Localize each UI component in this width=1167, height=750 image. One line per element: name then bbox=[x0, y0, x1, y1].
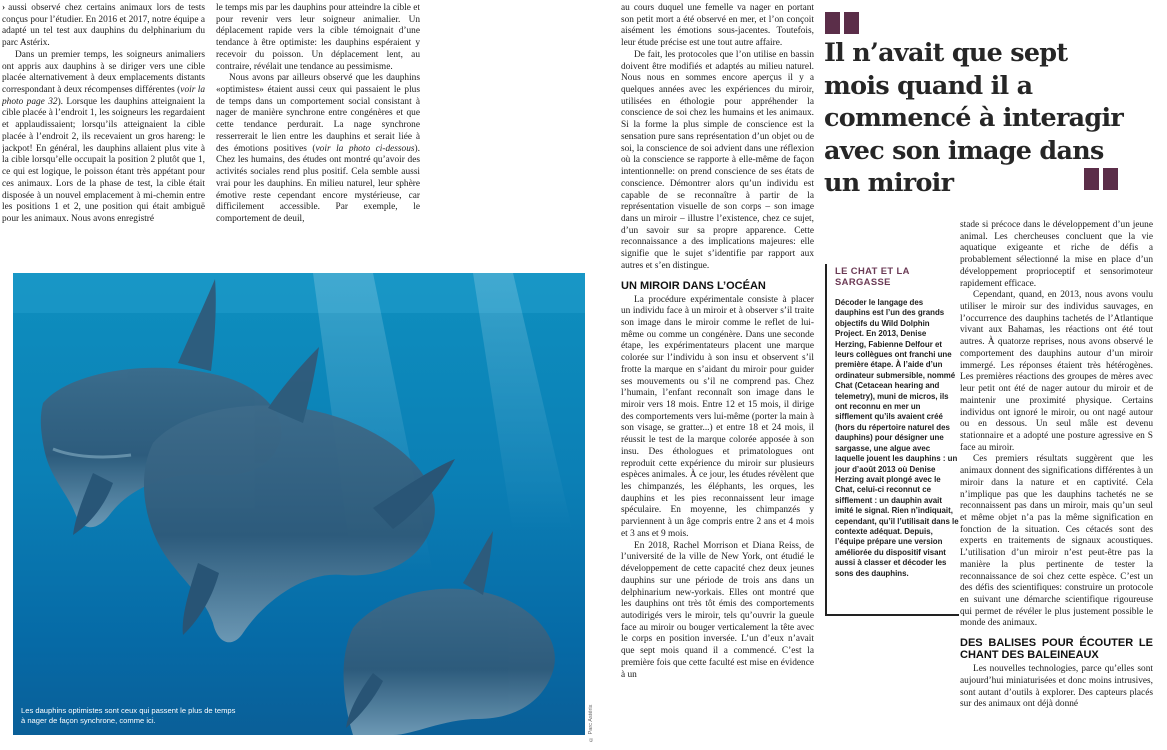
text-column-3 bbox=[621, 3, 814, 748]
section-heading: DES BALISES POUR ÉCOUTER LE CHANT DES BALEINEAUX bbox=[960, 637, 1153, 662]
photo-reference: voir la photo page 32 bbox=[2, 85, 205, 107]
text-column-2 bbox=[216, 3, 420, 261]
sidebar-box bbox=[825, 264, 959, 616]
sidebar-body: Décoder le langage des dauphins est l’un des grands objectifs du Wild Dolphin Project. En 2013, Denise Herzing, Fabienne Delfour et leurs collègues ont franchi une première étape. À l’aide d’un ordinateur submersible, nommé Chat (Cetacean hearing and telemetry), muni de micros, ils ont reconnu en mer un sifflement qu’ils avaient créé (hors du répertoire naturel des dauphins) pour désigner une sargasse, une algue avec laquelle jouent les dauphins : un jour d’août 2013 où Denise Herzing avait plongé avec le Chat, celui-ci reconnut ce sifflement : un dauphin avait imité le signal. Rien n’indiquait, cependant, qu’il l’utilisait dans le contexte adéquat. Depuis, l’équipe prépare une version améliorée du dispositif visant aussi à classer et décoder les sons des dauphins. bbox=[835, 298, 959, 578]
photo-credit: © Parc Astérix bbox=[588, 704, 594, 742]
paragraph: Ces premiers résultats suggèrent que les animaux donnent des significations différentes à un miroir dans la nature et en captivité. Cela n’implique pas que les dauphins tachetés ne se reconnaissent pas dans un miroir, mais qu’un seul et même objet n’a pas la même signification en fonction de la situation. Ces cétacés sont des experts en traitements de signaux acoustiques. L’utilisation d’un miroir n’est peut-être pas la manière la plus pertinente de tester la reconnaissance de soi chez cette espèce. C’est un des défis des scientifiques: construire un protocole en suivant une démarche scientifique rigoureuse qui permet de révéler le plus justement possible le monde des animaux. bbox=[960, 454, 1153, 629]
continuation-arrow-icon: › bbox=[2, 3, 6, 13]
paragraph: au cours duquel une femelle va nager en portant son petit mort a été observé en mer, et l’on conçoit aisément les émotions sous-jacentes. Toutefois, leur étude précise est une tout autre affaire. bbox=[621, 3, 814, 49]
sidebar-title: LE CHAT ET LA SARGASSE bbox=[835, 265, 910, 287]
open-quote-icon bbox=[825, 12, 861, 34]
pull-quote: Il n’avait que sept mois quand il a commencé à interagir avec son image dans un miroir bbox=[824, 37, 1124, 197]
paragraph: Cependant, quand, en 2013, nous avons voulu utiliser le miroir sur des individus sauvages, en l’occurrence des dauphins tachetés de l’Atlantique vivant aux Bahamas, les réactions ont été tout autres. À quatorze reprises, nous avons observé le comportement des dauphins autour d’un miroir immergé. Les réponses étaient très hétérogènes. Les premières réactions des groupes de mères avec leur petit ont été de nager autour du miroir et de maintenir une proximité physique. Certains individus ont ignoré le miroir, ou ont nagé autour ou en dessous. Un seul mâle est devenu stationnaire et a adopté une posture agressive en S face au miroir. bbox=[960, 290, 1153, 453]
paragraph: Dans un premier temps, les soigneurs animaliers ont appris aux dauphins à se diriger vers une cible placée alternativement à deux emplacements distants correspondant à deux récompenses différentes (voir la photo page 32). Lorsque les dauphins atteignaient la cible placée à l’endroit 1, les soigneurs les regardaient et applaudissaient; lorsqu’ils atteignaient la cible placée à l’endroit 2, ils recevaient un gros hareng: le jackpot! En général, les dauphins allaient plus vite à la cible lorsqu’elle occupait la position 2 plutôt que 1, ce qui est logique, le poisson étant très appétant pour ces animaux. Lors de la phase de test, la cible était disposée à un nouvel emplacement à mi-chemin entre les positions 1 et 2, une position qui était ambiguë pour les animaux. Nous avons enregistré bbox=[2, 49, 205, 224]
paragraph: En 2018, Rachel Morrison et Diana Reiss, de l’université de la ville de New York, ont étudié le développement de cette capacité chez deux jeunes dauphins sur une période de trois ans dans un delphinarium new-yorkais. Elles ont montré que les dauphins ont très tôt émis des comportements autodirigés vers le miroir, tels qu’ouvrir la gueule face au miroir ou bouger verticalement la tête avec le corps en position inversée. L’un d’eux n’avait que sept mois quand il a commencé. C’est la première fois que cette faculté est mise en évidence à un bbox=[621, 540, 814, 680]
paragraph: La procédure expérimentale consiste à placer un individu face à un miroir et à observer s’il traite son image dans le miroir comme le reflet de lui-même ou comme un congénère. Dans une seconde étape, les expérimentateurs placent une marque colorée sur l’individu à son insu et observent s’il frotte la marque en s’aidant du miroir pour guider ses mouvements ou s’il ne comprend pas. Chez l’humain, l’enfant reconnaît son image dans le miroir vers 18 mois. Entre 12 et 15 mois, il dirige des comportements vers lui-même (porter la main à son visage, se gratter...) et entre 18 et 24 mois, il réussit le test de la marque colorée apposée à son insu. Des éthologues et primatologues ont reproduit cette expérience du miroir sur plusieurs espèces animales. À ce jour, les études révèlent que les chimpanzés, les éléphants, les orques, les dauphins et les pies reconnaissent leur image spéculaire. En moyenne, les chimpanzés y parviennent à un âge compris entre 2 ans et 4 mois et 3 ans et 9 mois. bbox=[621, 294, 814, 539]
photo-caption: Les dauphins optimistes sont ceux qui passent le plus de temps à nager de façon synchrone, comme ici. bbox=[21, 706, 236, 725]
section-heading: UN MIROIR DANS L’OCÉAN bbox=[621, 279, 766, 292]
paragraph: › aussi observé chez certains animaux lors de tests conçus pour l’étudier. En 2016 et 2017, notre équipe a adapté un tel test aux dauphins du delphinarium du parc Astérix. bbox=[2, 3, 205, 49]
close-quote-icon bbox=[1084, 168, 1120, 190]
dolphins-photo bbox=[13, 273, 585, 735]
text-column-5 bbox=[960, 220, 1153, 748]
text-column-1 bbox=[2, 3, 205, 261]
paragraph: De fait, les protocoles que l’on utilise en bassin doivent être modifiés et adaptés au milieu naturel. Nous nous en sommes encore aperçus il y a quelques années avec les expériences du miroir, utilisées en éthologie pour appréhender la conscience de soi chez les humains et les animaux. Si la forme la plus simple de conscience est la sensation pure sans représentation d’un objet ou de soi, la conscience de soi advient dans une réflexion où la conscience se rapporte à elle-même de façon intentionnelle: on prend conscience de ses états de conscience. Démontrer alors qu’un individu est capable de se reconnaître à partir de la représentation visuelle de son corps – son image dans un miroir – illustre l’existence, chez ce sujet, d’un savoir sur sa propre apparence. Cette reconnaissance a des implications majeures: elle signifie que le sujet s’identifie par rapport aux autres et s’en distingue. bbox=[621, 49, 814, 271]
paragraph: stade si précoce dans le développement d’un jeune animal. Les chercheuses concluent que la vie aquatique exigeante et riche de défis a probablement sélectionné la mise en place d’un développement proprioceptif et sensorimoteur rapidement efficace. bbox=[960, 220, 1153, 289]
pull-quote-box bbox=[822, 10, 1138, 197]
paragraph: le temps mis par les dauphins pour atteindre la cible et pour revenir vers leur soigneur animalier. Un déplacement rapide vers la cible témoignait d’une tendance à être optimiste: les dauphins espéraient y recevoir du poisson. Un déplacement lent, au contraire, révélait une tendance au pessimisme. bbox=[216, 3, 420, 72]
photo-reference: voir la photo ci-dessous bbox=[315, 143, 415, 154]
paragraph: Les nouvelles technologies, parce qu’elles sont aujourd’hui miniaturisées et donc moins intrusives, sont autant d’outils à explorer. Des capteurs placés sur des animaux ont déjà donné bbox=[960, 664, 1153, 710]
dolphins-illustration bbox=[13, 273, 585, 735]
paragraph: Nous avons par ailleurs observé que les dauphins «optimistes» étaient aussi ceux qui passaient le plus de temps dans un comportement social consistant à nager de manière synchrone entre congénères et que cette tendance perdurait. La nage synchrone resserrerait le lien entre les dauphins et serait liée à des émotions positives (voir la photo ci-dessous). Chez les humains, des études ont montré qu’avoir des activités sociales rend plus positif. Cela semble aussi vrai pour les dauphins. En milieu naturel, leur sphère émotive reste cependant encore mystérieuse, car difficilement accessible. Par exemple, le comportement de deuil, bbox=[216, 73, 420, 224]
